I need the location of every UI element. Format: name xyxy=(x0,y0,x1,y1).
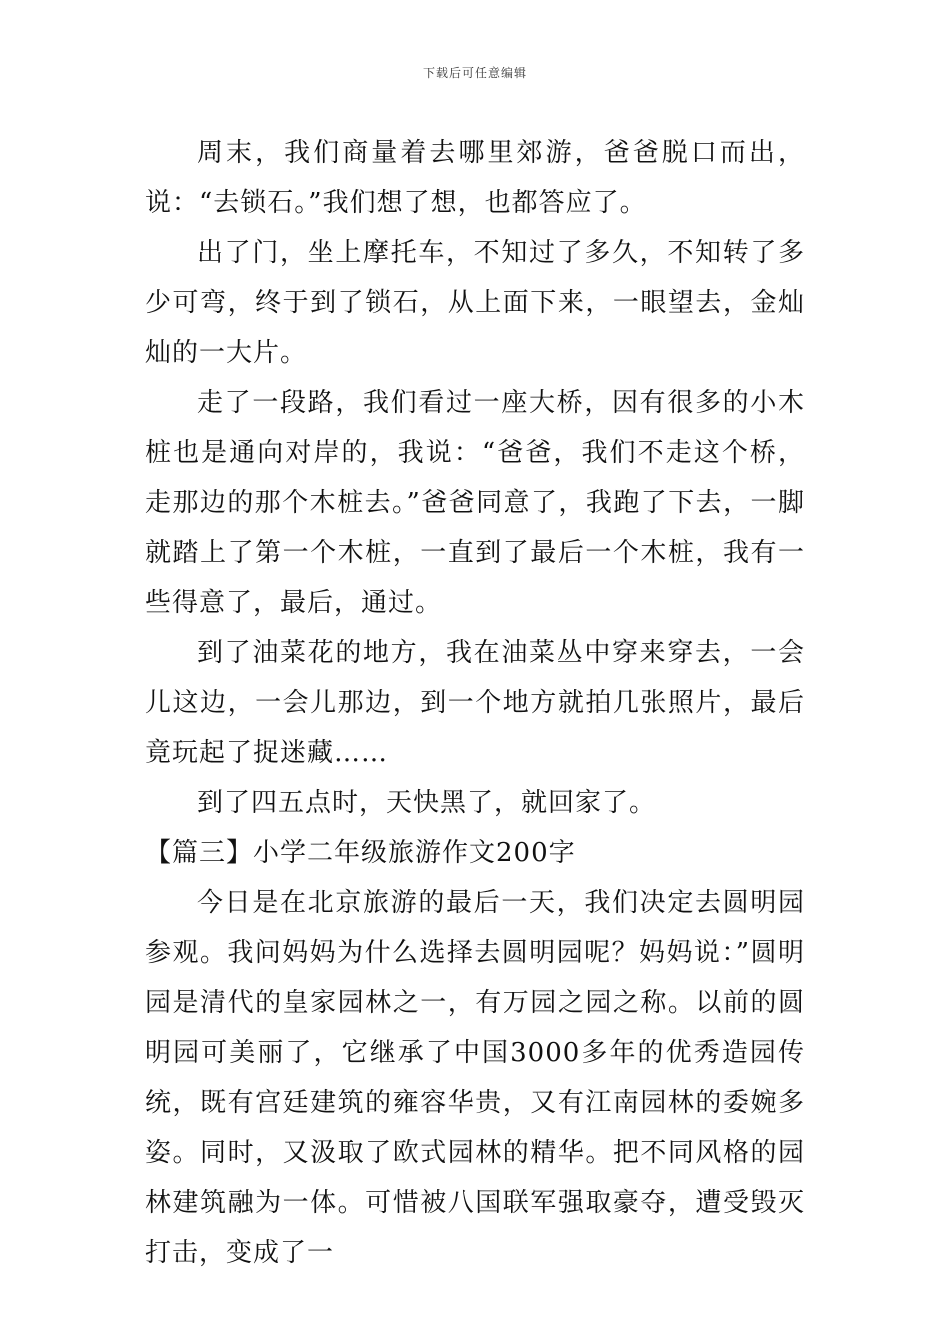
header-note: 下载后可任意编辑 xyxy=(422,66,527,80)
document-body xyxy=(145,128,805,1278)
section-heading: 【篇三】小学二年级旅游作文200字 xyxy=(145,838,576,868)
paragraph-6: 今日是在北京旅游的最后一天，我们决定去圆明园参观。我问妈妈为什么选择去圆明园呢？妈妈说：”圆明园是清代的皇家园林之一，有万园之园之称。以前的圆明园可美丽了，它继承了中国3000多年的优秀造园传统，既有宫廷建筑的雍容华贵，又有江南园林的委婉多姿。同时，又汲取了欧式园林的精华。把不同风格的园林建筑融为一体。可惜被八国联军强取豪夺，遭受毁灭打击，变成了一 xyxy=(145,888,805,1268)
paragraph-3: 走了一段路，我们看过一座大桥，因有很多的小木桩也是通向对岸的，我说：“爸爸，我们不走这个桥，走那边的那个木桩去。”爸爸同意了，我跑了下去，一脚就踏上了第一个木桩，一直到了最后一个木桩，我有一些得意了，最后，通过。 xyxy=(145,388,805,618)
paragraph-5: 到了四五点时，天快黑了，就回家了。 xyxy=(197,788,657,818)
paragraph-4: 到了油菜花的地方，我在油菜丛中穿来穿去，一会儿这边，一会儿那边，到一个地方就拍几张照片，最后竟玩起了捉迷藏…… xyxy=(145,638,805,768)
paragraph-1: 周末，我们商量着去哪里郊游，爸爸脱口而出，说：“去锁石。”我们想了想，也都答应了。 xyxy=(145,138,805,218)
paragraph-2: 出了门，坐上摩托车，不知过了多久，不知转了多少可弯，终于到了锁石，从上面下来，一眼望去，金灿灿的一大片。 xyxy=(145,238,805,368)
